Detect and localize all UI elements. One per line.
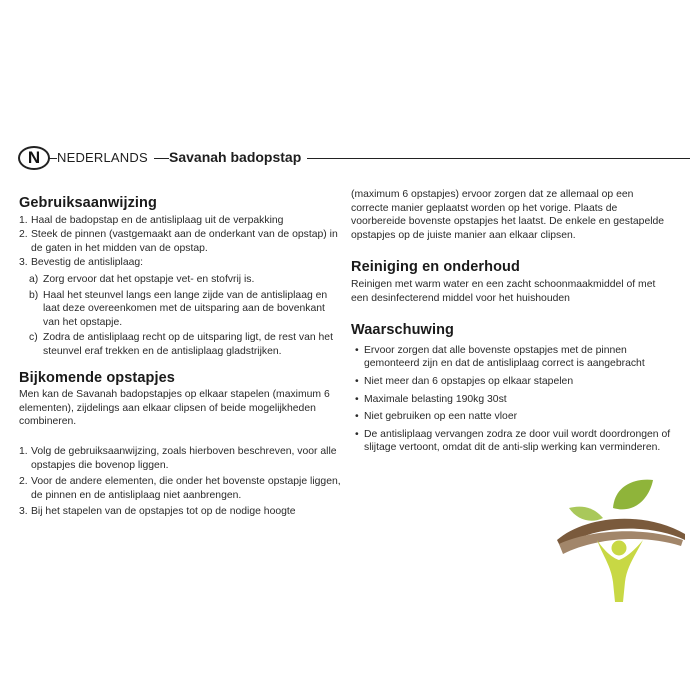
brand-logo-icon [555,478,687,604]
warning-text: Ervoor zorgen dat alle bovenste opstapjes met de pinnen gemonteerd zijn en dat de antisliplaag correct is aangebracht [364,344,645,370]
usage-substep [29,331,341,358]
language-badge: N [18,146,50,170]
bullet-icon: • [355,344,359,356]
step-number: 1. [19,445,28,457]
step-text: Bevestig de antisliplaag: [31,257,144,269]
step-number: 3. [19,257,28,269]
warning-text: Niet gebruiken op een natte vloer [364,411,518,423]
substep-text: Haal het steunvel langs een lange zijde van de antisliplaag en laat deze overeenkomen met de uitsparing aan de bovenkant van het opstapje. [43,289,328,328]
usage-substep [29,289,341,330]
step-text: Haal de badopstap en de antisliplaag uit de verpakking [31,214,284,226]
warning-item [355,428,673,455]
extra-steps-intro: Men kan de Savanah badopstapjes op elkaar stapelen (maximum 6 elementen), zijdelings aan elkaar clipsen of beide mogelijkheden combineren. [19,389,330,428]
substep-text: Zorg ervoor dat het opstapje vet- en stofvrij is. [43,273,255,285]
step-text: Bij het stapelen van de opstapjes tot op de nodige hoogte [31,506,296,518]
step-number: 2. [19,476,28,488]
step-number: 3. [19,506,28,518]
logo-leaf-large [613,480,653,510]
usage-step [19,256,341,270]
left-column [19,197,341,520]
warning-item [355,410,673,424]
usage-heading: Gebruiksaanwijzing [19,195,157,211]
warning-item [355,393,673,407]
usage-substep [29,273,341,287]
extra-step [19,445,341,472]
bullet-icon: • [355,411,359,423]
substep-letter: c) [29,332,38,344]
step-text: Voor de andere elementen, die onder het bovenste opstapje liggen, de pinnen en de antisliplaag niet aanbrengen. [31,476,341,501]
extra-steps-heading: Bijkomende opstapjes [19,369,175,386]
right-column [351,188,673,459]
warning-item [355,375,673,389]
step-number: 2. [19,229,28,241]
substep-text: Zodra de antisliplaag recht op de uitsparing ligt, de rest van het steunvel eraf trekken en de antisliplaag gladstrijken. [43,332,333,357]
cleaning-heading: Reiniging en onderhoud [351,259,520,276]
cleaning-text: Reinigen met warm water en een zacht schoonmaakmiddel of met een desinfecterend middel voor het huishouden [351,278,656,304]
extra-step [19,505,341,519]
bullet-icon: • [355,375,359,387]
warning-heading: Waarschuwing [351,322,454,339]
step-text: Steek de pinnen (vastgemaakt aan de onderkant van de opstap) in de gaten in het midden van de opstap. [31,229,338,254]
product-title: Savanah badopstap [169,149,307,165]
substep-letter: a) [29,273,39,285]
warning-item [355,344,673,371]
logo-figure-head [612,541,627,556]
step-number: 1. [19,214,28,226]
step-text: Volg de gebruiksaanwijzing, zoals hierboven beschreven, voor alle opstapjes die bovenop liggen. [31,445,337,471]
language-label: NEDERLANDS [57,150,154,165]
usage-step [19,214,341,228]
warning-text: De antisliplaag vervangen zodra ze door vuil wordt doordrongen of slijtage vertoont, omdat dit de anti-slip werking kan verminderen. [364,428,671,454]
warning-text: Niet meer dan 6 opstapjes op elkaar stapelen [364,375,574,387]
bullet-icon: • [355,393,359,405]
bullet-icon: • [355,428,359,440]
continuation-text: (maximum 6 opstapjes) ervoor zorgen dat ze allemaal op een correcte manier geplaatst worden op het vorige. Plaats de voorbereide bovenste opstapjes het laatst. De enkele en gestapelde opstapjes op de juiste manier aan elkaar clipsen. [351,189,665,241]
warning-text: Maximale belasting 190kg 30st [364,393,507,405]
section-header [18,146,690,172]
usage-step [19,228,341,255]
substep-letter: b) [29,289,39,301]
extra-step [19,475,341,502]
logo-leaf-small [569,507,603,521]
